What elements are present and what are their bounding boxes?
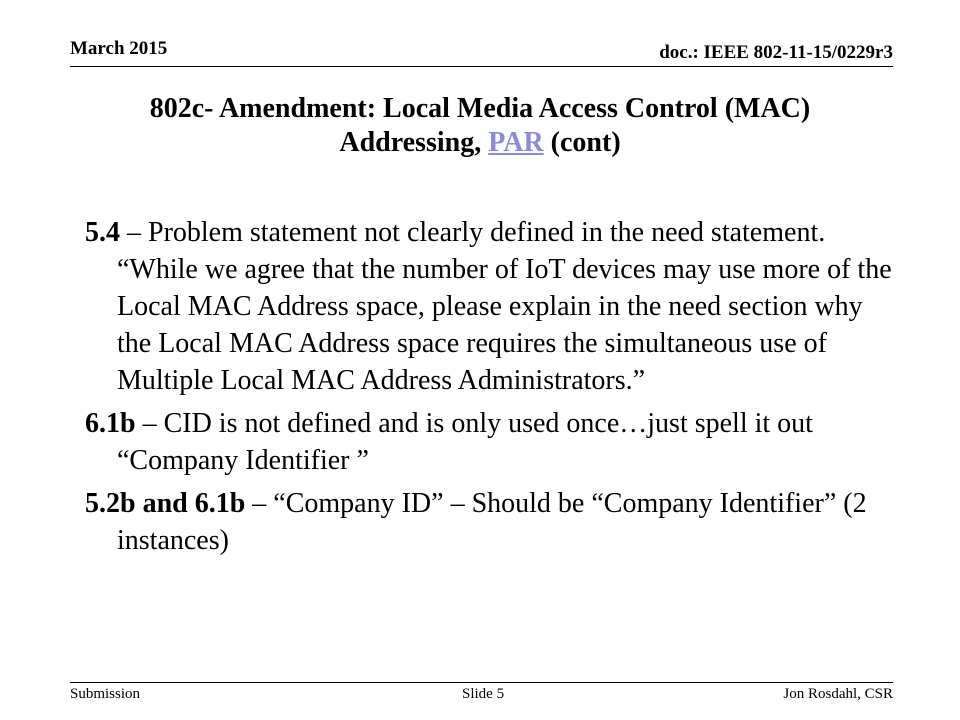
header-divider [70, 66, 893, 67]
title-line-1: 802c- Amendment: Local Media Access Control (MAC) [149, 93, 811, 124]
item-ref: 5.4 [85, 217, 120, 248]
footer-slide-number: Slide 5 [462, 686, 505, 702]
header-date: March 2015 [70, 38, 168, 59]
item-text: – Problem statement not clearly defined in the need statement. “While we agree that the number of IoT devices may use more of the Local MAC Address space, please explain in the need section why the Local MAC Address space requires the simultaneous use of Multiple Local MAC Address Administrators.” [117, 217, 892, 396]
list-item [85, 405, 900, 479]
list-item [85, 485, 900, 559]
par-link[interactable]: PAR [488, 127, 544, 158]
footer-submission: Submission [70, 686, 141, 702]
title-line-2 [60, 126, 900, 160]
item-ref: 6.1b [85, 408, 136, 439]
title-line-2-prefix: Addressing, [339, 127, 489, 158]
footer-divider [70, 682, 893, 683]
item-ref: 5.2b and 6.1b [85, 488, 246, 519]
item-text: – “Company ID” – Should be “Company Identifier” (2 instances) [117, 488, 867, 556]
slide-title [60, 92, 900, 160]
footer-author: Jon Rosdahl, CSR [783, 686, 893, 702]
title-line-2-suffix: (cont) [543, 127, 621, 158]
header-doc-id: doc.: IEEE 802-11-15/0229r3 [659, 42, 893, 63]
list-item [85, 214, 900, 399]
slide-body [85, 214, 900, 565]
item-text: – CID is not defined and is only used once…just spell it out “Company Identifier ” [117, 408, 813, 476]
